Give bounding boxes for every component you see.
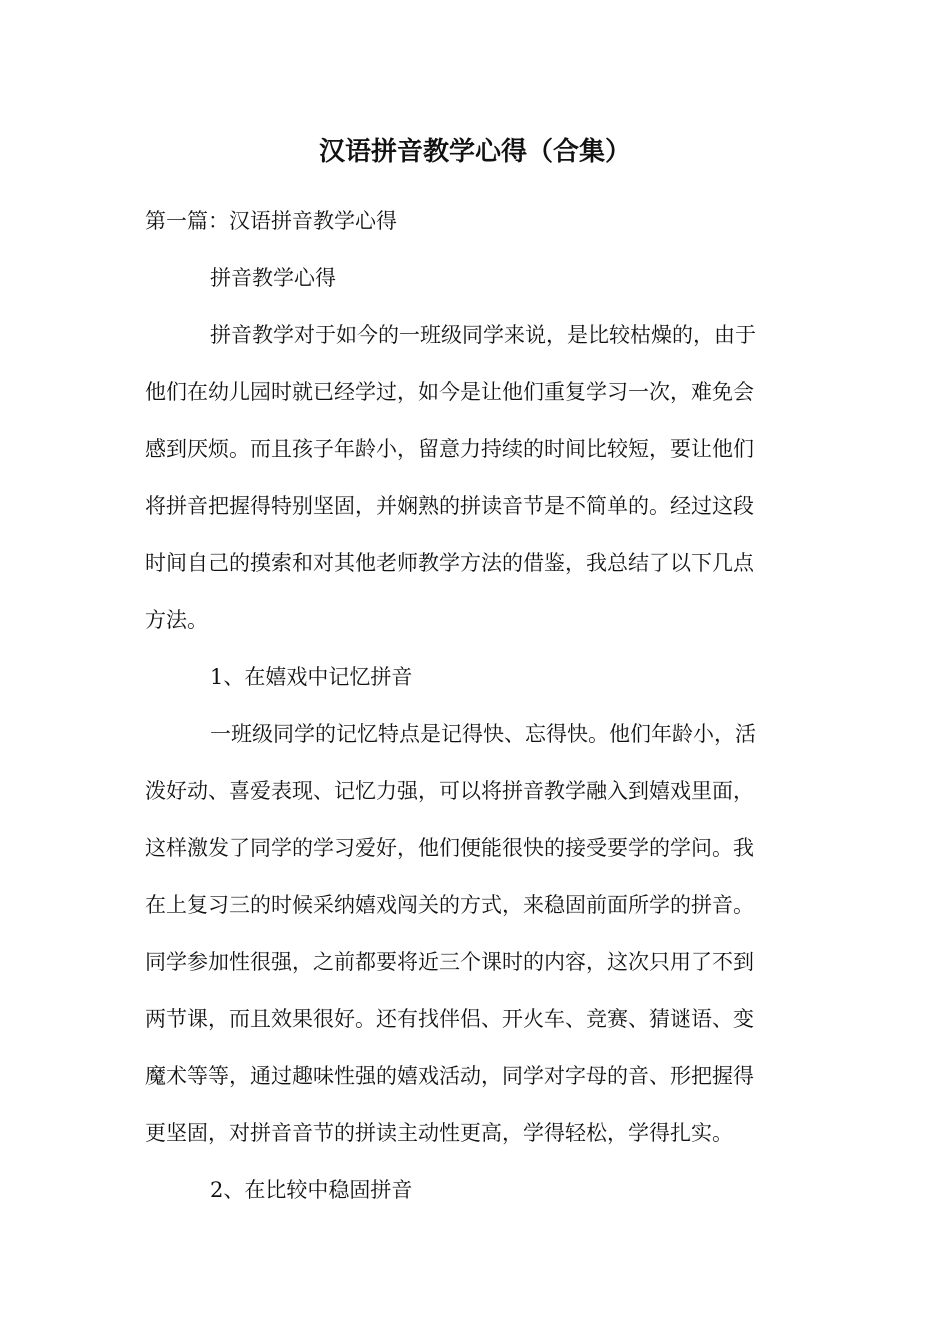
paragraph-line: 时间自己的摸索和对其他老师教学方法的借鉴，我总结了以下几点 [145,551,754,575]
paragraph-line: 这样激发了同学的学习爱好，他们便能很快的接受要学的学问。我 [145,836,754,860]
section-heading: 第一篇：汉语拼音教学心得 [145,209,397,233]
point-heading: 2、在比较中稳固拼音 [210,1178,413,1202]
paragraph-line: 同学参加性很强，之前都要将近三个课时的内容，这次只用了不到 [145,950,754,974]
paragraph-line: 他们在幼儿园时就已经学过，如今是让他们重复学习一次，难免会 [145,380,754,404]
paragraph-line: 一班级同学的记忆特点是记得快、忘得快。他们年龄小，活 [210,722,756,746]
paragraph-line: 在上复习三的时候采纳嬉戏闯关的方式，来稳固前面所学的拼音。 [145,893,754,917]
document-title: 汉语拼音教学心得（合集） [318,137,631,167]
paragraph-line: 泼好动、喜爱表现、记忆力强，可以将拼音教学融入到嬉戏里面， [145,779,754,803]
point-heading: 1、在嬉戏中记忆拼音 [210,665,413,689]
paragraph-line: 两节课，而且效果很好。还有找伴侣、开火车、竞赛、猜谜语、变 [145,1007,754,1031]
paragraph-line: 更坚固，对拼音音节的拼读主动性更高，学得轻松，学得扎实。 [145,1121,733,1145]
paragraph-line: 感到厌烦。而且孩子年龄小，留意力持续的时间比较短，要让他们 [145,437,754,461]
paragraph-line: 将拼音把握得特别坚固，并娴熟的拼读音节是不简单的。经过这段 [145,494,754,518]
paragraph-line: 方法。 [145,608,208,632]
article-subtitle: 拼音教学心得 [210,266,336,290]
paragraph-line: 拼音教学对于如今的一班级同学来说，是比较枯燥的，由于 [210,323,756,347]
paragraph-line: 魔术等等，通过趣味性强的嬉戏活动，同学对字母的音、形把握得 [145,1064,754,1088]
